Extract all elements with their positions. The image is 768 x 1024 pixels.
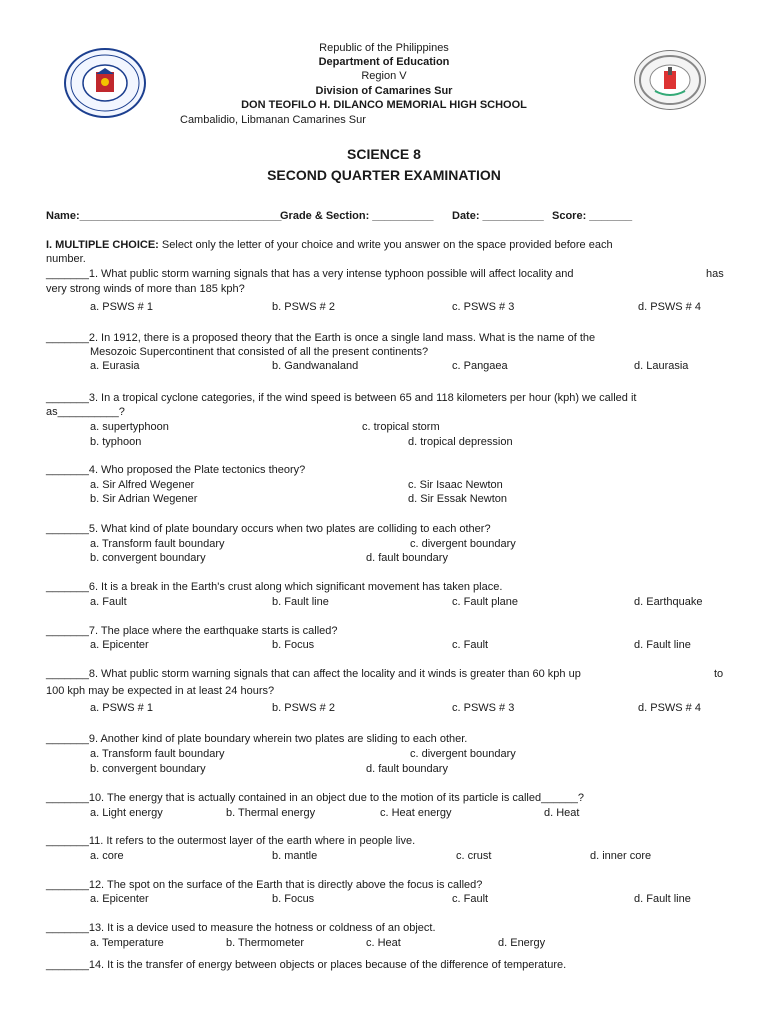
question-14: _______14. It is the transfer of energy between objects or places because of the difference of temperature. — [46, 959, 567, 971]
question-8-tail: to — [714, 668, 724, 680]
score-field: Score: _______ — [552, 210, 633, 222]
choice-6c: c. Fault plane — [452, 596, 519, 608]
choice-6b: b. Fault line — [272, 596, 329, 608]
question-7: _______7. The place where the earthquake starts is called? — [46, 625, 338, 637]
question-8-line2: 100 kph may be expected in at least 24 hours? — [46, 685, 275, 697]
question-12: _______12. The spot on the surface of the Earth that is directly above the focus is called? — [46, 879, 483, 891]
choice-3a: a. supertyphoon — [90, 421, 169, 433]
choice-3d: d. tropical depression — [408, 436, 513, 448]
choice-11d: d. inner core — [590, 850, 652, 862]
question-5: _______5. What kind of plate boundary occurs when two plates are colliding to each other? — [46, 523, 491, 535]
choice-1c: c. PSWS # 3 — [452, 301, 515, 313]
choice-2b: b. Gandwanaland — [272, 360, 359, 372]
choice-12b: b. Focus — [272, 893, 315, 905]
choice-9a: a. Transform fault boundary — [90, 748, 225, 760]
question-3: _______3. In a tropical cyclone categories, if the wind speed is between 65 and 118 kilometers per hour (kph) we called it — [46, 392, 637, 404]
choice-7b: b. Focus — [272, 639, 315, 651]
choice-2a: a. Eurasia — [90, 360, 140, 372]
choice-10c: c. Heat energy — [380, 807, 452, 819]
department-line: Department of Education — [318, 56, 450, 68]
grade-section-field: Grade & Section: __________ — [280, 210, 434, 222]
choice-8b: b. PSWS # 2 — [272, 702, 335, 714]
choice-10a: a. Light energy — [90, 807, 163, 819]
question-3-line2: as__________? — [46, 406, 125, 418]
exam-title: SECOND QUARTER EXAMINATION — [267, 167, 501, 183]
question-1: _______1. What public storm warning signals that has a very intense typhoon possible will affect locality and — [46, 268, 574, 280]
instructions-text: Select only the letter of your choice and write you answer on the space provided before each — [158, 239, 613, 251]
choice-3b: b. typhoon — [90, 436, 142, 448]
choice-13c: c. Heat — [366, 937, 401, 949]
instructions-heading: I. MULTIPLE CHOICE: — [46, 239, 159, 251]
question-6: _______6. It is a break in the Earth's crust along which significant movement has taken place. — [46, 581, 503, 593]
choice-8c: c. PSWS # 3 — [452, 702, 515, 714]
choice-1b: b. PSWS # 2 — [272, 301, 335, 313]
choice-9c: c. divergent boundary — [410, 748, 516, 760]
choice-1a: a. PSWS # 1 — [90, 301, 153, 313]
choice-4c: c. Sir Isaac Newton — [408, 479, 503, 491]
question-13: _______13. It is a device used to measure the hotness or coldness of an object. — [46, 922, 436, 934]
subject-title: SCIENCE 8 — [347, 146, 421, 162]
instructions-text-2: number. — [46, 253, 86, 265]
choice-13d: d. Energy — [498, 937, 546, 949]
question-8: _______8. What public storm warning signals that can affect the locality and it winds is greater than 60 kph up — [46, 668, 581, 680]
choice-2c: c. Pangaea — [452, 360, 508, 372]
choice-4d: d. Sir Essak Newton — [408, 493, 508, 505]
division-line: Division of Camarines Sur — [315, 85, 453, 97]
choice-1d: d. PSWS # 4 — [638, 301, 701, 313]
choice-6a: a. Fault — [90, 596, 127, 608]
question-9: _______9. Another kind of plate boundary wherein two plates are sliding to each other. — [46, 733, 468, 745]
choice-7d: d. Fault line — [634, 639, 691, 651]
question-11: _______11. It refers to the outermost layer of the earth where in people live. — [46, 835, 416, 847]
choice-11c: c. crust — [456, 850, 492, 862]
choice-2d: d. Laurasia — [634, 360, 689, 372]
choice-5d: d. fault boundary — [366, 552, 448, 564]
choice-5c: c. divergent boundary — [410, 538, 516, 550]
choice-3c: c. tropical storm — [362, 421, 440, 433]
choice-12a: a. Epicenter — [90, 893, 149, 905]
choice-12d: d. Fault line — [634, 893, 691, 905]
choice-13b: b. Thermometer — [226, 937, 305, 949]
school-name: DON TEOFILO H. DILANCO MEMORIAL HIGH SCHOOL — [241, 99, 527, 111]
choice-9b: b. convergent boundary — [90, 763, 206, 775]
question-4: _______4. Who proposed the Plate tectonics theory? — [46, 464, 306, 476]
choice-13a: a. Temperature — [90, 937, 164, 949]
choice-11b: b. mantle — [272, 850, 318, 862]
question-2-line2: Mesozoic Supercontinent that consisted of all the present continents? — [90, 346, 429, 358]
school-address: Cambalidio, Libmanan Camarines Sur — [180, 114, 366, 126]
instructions — [46, 238, 726, 252]
choice-11a: a. core — [90, 850, 124, 862]
choice-4b: b. Sir Adrian Wegener — [90, 493, 198, 505]
choice-7c: c. Fault — [452, 639, 489, 651]
choice-8a: a. PSWS # 1 — [90, 702, 153, 714]
choice-8d: d. PSWS # 4 — [638, 702, 701, 714]
question-1-tail: has — [706, 268, 724, 280]
name-field: Name:_________________________________ — [46, 210, 282, 222]
choice-5a: a. Transform fault boundary — [90, 538, 225, 550]
date-field: Date: __________ — [452, 210, 544, 222]
republic-line: Republic of the Philippines — [319, 42, 449, 54]
choice-6d: d. Earthquake — [634, 596, 703, 608]
choice-4a: a. Sir Alfred Wegener — [90, 479, 195, 491]
question-10: _______10. The energy that is actually contained in an object due to the motion of its particle is called______? — [46, 792, 584, 804]
choice-10b: b. Thermal energy — [226, 807, 316, 819]
region-line: Region V — [361, 70, 407, 82]
question-1-line2: very strong winds of more than 185 kph? — [46, 283, 245, 295]
choice-5b: b. convergent boundary — [90, 552, 206, 564]
choice-10d: d. Heat — [544, 807, 580, 819]
choice-7a: a. Epicenter — [90, 639, 149, 651]
choice-12c: c. Fault — [452, 893, 489, 905]
choice-9d: d. fault boundary — [366, 763, 448, 775]
question-2: _______2. In 1912, there is a proposed theory that the Earth is once a single land mass. What is the name of the — [46, 332, 596, 344]
